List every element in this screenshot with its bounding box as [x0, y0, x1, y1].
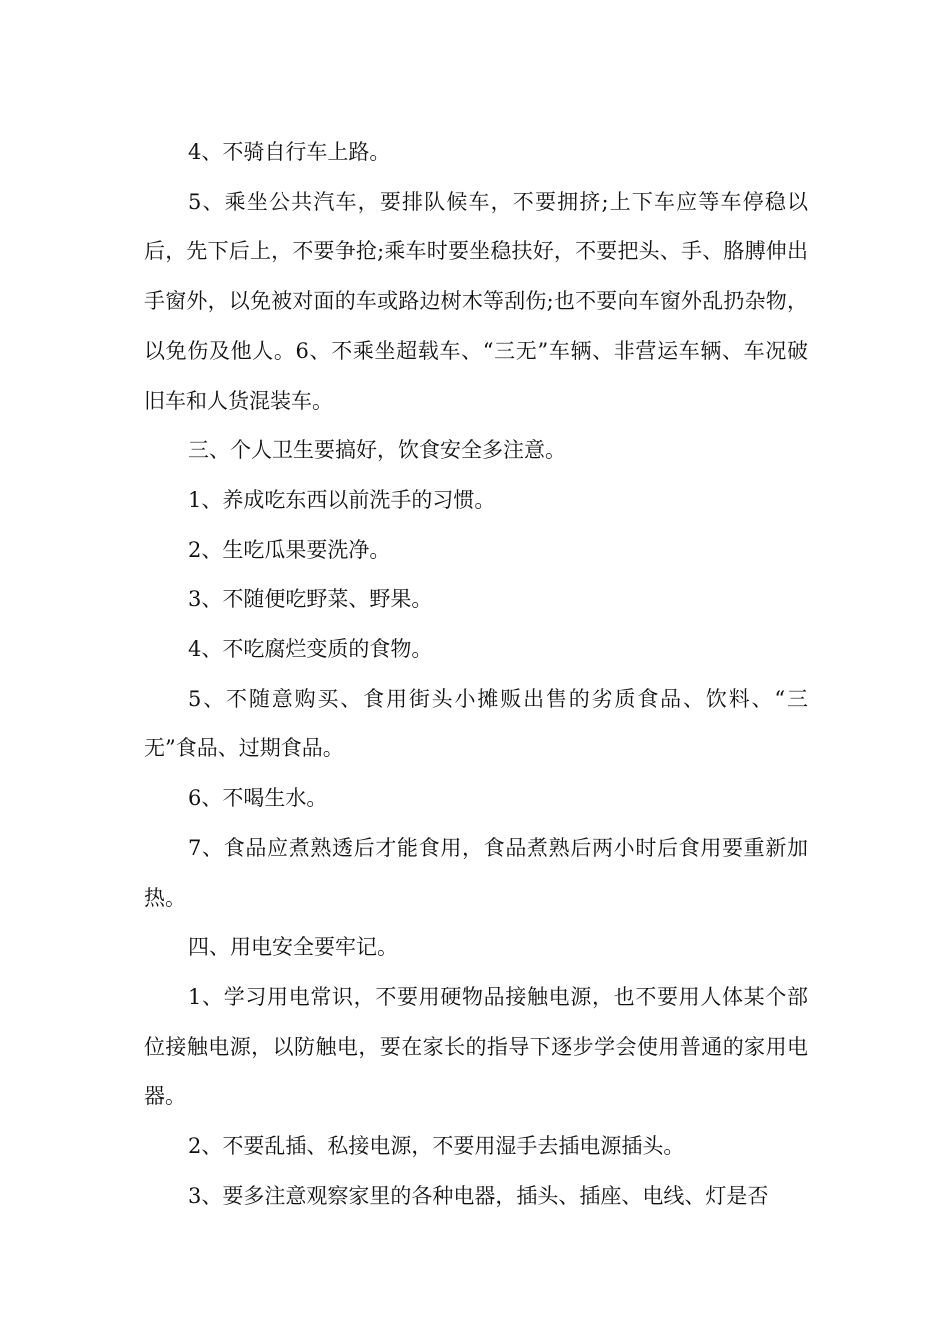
paragraph-wash-fruit: 2、生吃瓜果要洗净。 [188, 537, 391, 562]
section-heading-hygiene: 三、个人卫生要搞好，饮食安全多注意。 [188, 438, 566, 463]
paragraph-check-appliances: 3、要多注意观察家里的各种电器，插头、插座、电线、灯是否 [188, 1183, 769, 1208]
paragraph-spoiled-food: 4、不吃腐烂变质的食物。 [188, 637, 433, 662]
section-heading-electricity: 四、用电安全要牢记。 [188, 935, 398, 960]
paragraph-wild-food: 3、不随便吃野菜、野果。 [188, 587, 433, 612]
paragraph-electric-knowledge: 1、学习用电常识，不要用硬物品接触电源，也不要用人体某个部位接触电源，以防触电，要在家长的指导下逐步学会使用普通的家用电器。 [144, 984, 808, 1109]
paragraph-cook-food: 7、食品应煮熟透后才能食用，食品煮熟后两小时后食用要重新加热。 [144, 835, 808, 910]
paragraph-wash-hands: 1、养成吃东西以前洗手的习惯。 [188, 487, 496, 512]
document-body [144, 128, 808, 1221]
paragraph-plug-safety: 2、不要乱插、私接电源，不要用湿手去插电源插头。 [188, 1134, 685, 1159]
paragraph-item-5-bus-safety: 5、乘坐公共汽车，要排队候车，不要拥挤;上下车应等车停稳以后，先下后上，不要争抢;乘车时要坐稳扶好，不要把头、手、胳膊伸出手窗外，以免被对面的车或路边树木等刮伤;也不要向车窗外乱扔杂物，以免伤及他人。6、不乘坐超载车、“三无”车辆、非营运车辆、车况破旧车和人货混装车。 [144, 189, 808, 413]
paragraph-raw-water: 6、不喝生水。 [188, 786, 328, 811]
paragraph-item-4-no-bicycle: 4、不骑自行车上路。 [188, 140, 391, 164]
paragraph-street-food: 5、不随意购买、食用街头小摊贩出售的劣质食品、饮料、“三无”食品、过期食品。 [144, 686, 808, 761]
